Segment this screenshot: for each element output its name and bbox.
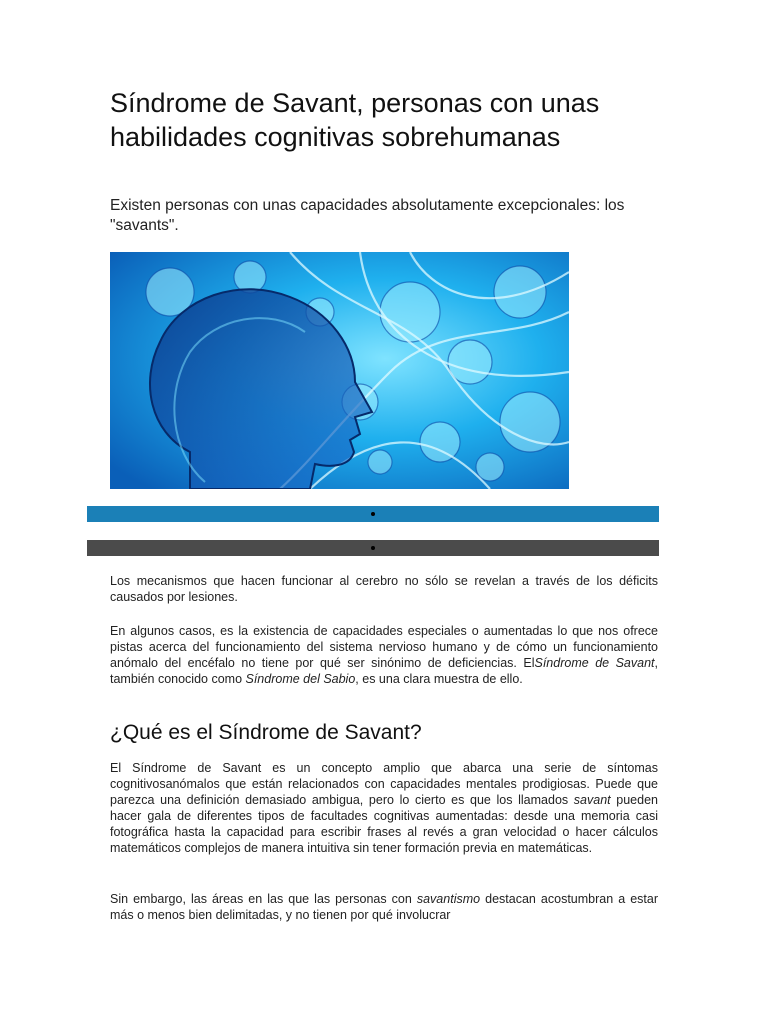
term-sindrome-savant: Síndrome de Savant [534,656,655,670]
brain-neurons-illustration-icon [110,252,569,489]
section-heading: ¿Qué es el Síndrome de Savant? [110,721,422,744]
term-savant: savant [573,793,611,807]
article-title: Síndrome de Savant, personas con unas habilidades cognitivas sobrehumanas [110,88,600,152]
hero-image [110,252,569,489]
paragraph-2: En algunos casos, es la existencia de capacidades especiales o aumentadas lo que nos ofrece pistas acerca del funcionamiento del sistema nervioso humano y de cómo un funcionamiento anómalo del encéfalo no tiene por qué ser sinónimo de deficiencias. ElSíndrome de Savant, también conocido como Síndrome del Sabio, es una clara muestra de ello. [110,624,658,686]
blue-divider-bar [87,506,659,522]
bullet-dot [371,512,375,516]
paragraph-1: Los mecanismos que hacen funcionar al cerebro no sólo se revelan a través de los déficits causados por lesiones. [110,574,658,604]
paragraph-3: El Síndrome de Savant es un concepto amplio que abarca una serie de síntomas cognitivosanómalos que están relacionados con capacidades mentales prodigiosas. Puede que parezca una definición demasiado ambigua, pero lo cierto es que los llamados savant pueden hacer gala de diferentes tipos de facultades cognitivas aumentadas: desde una memoria casi fotográfica hasta la capacidad para escribir frases al revés a gran velocidad o hacer cálculos matemáticos complejos de manera intuitiva sin tener formación previa en matemáticas. [110,761,658,855]
gray-divider-bar [87,540,659,556]
bullet-dot [371,546,375,550]
article-subtitle: Existen personas con unas capacidades absolutamente excepcionales: los "savants". [110,197,625,234]
term-savantismo: savantismo [416,892,481,906]
paragraph-4: Sin embargo, las áreas en las que las personas con savantismo destacan acostumbran a estar más o menos bien delimitadas, y no tienen por qué involucrar [110,892,658,922]
term-sindrome-sabio: Síndrome del Sabio [245,672,356,686]
